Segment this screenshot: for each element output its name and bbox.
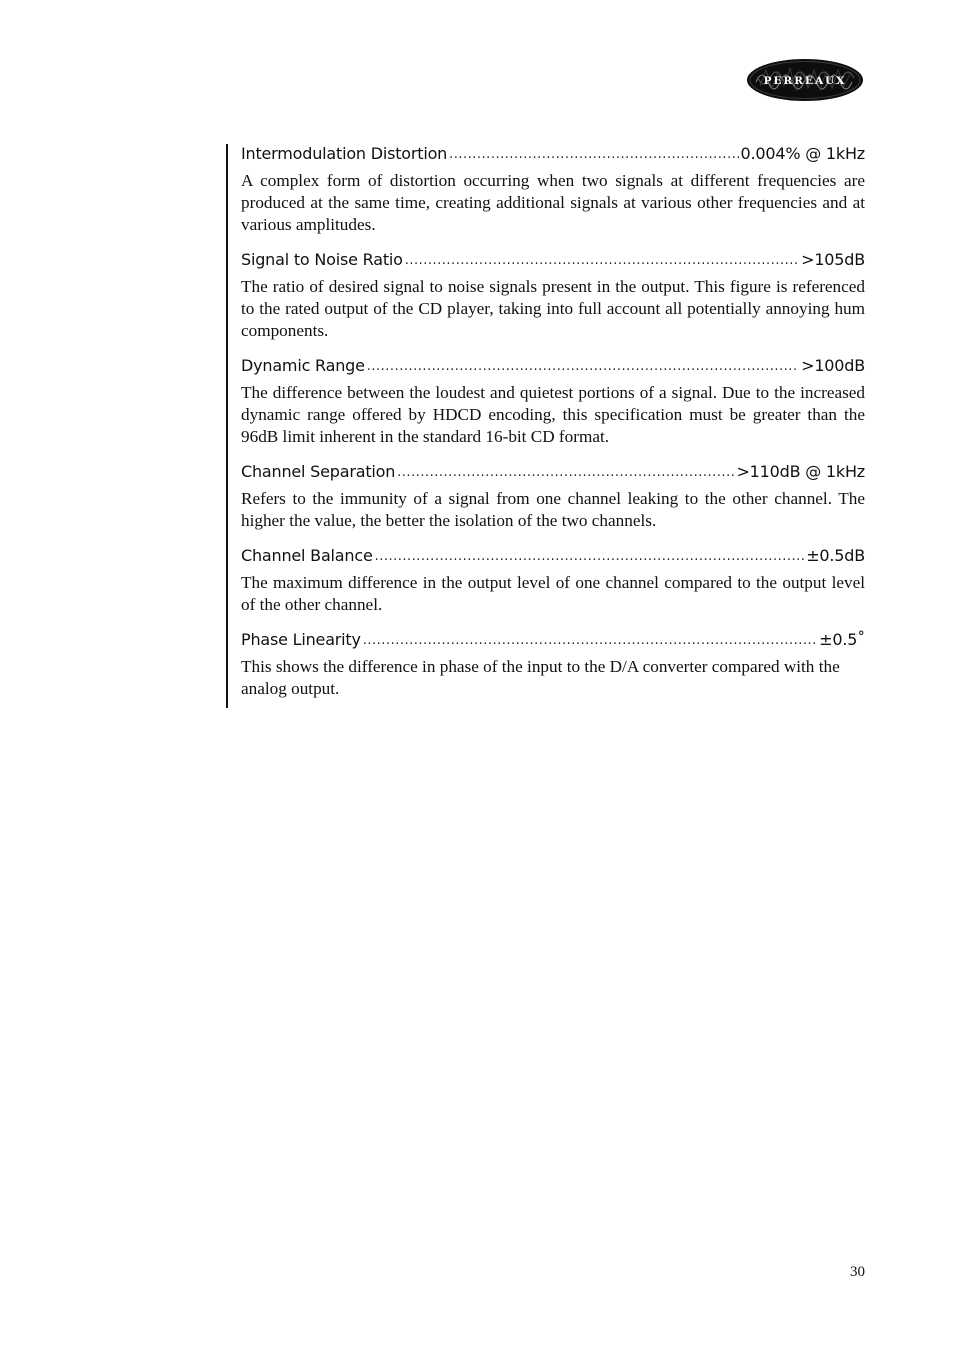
specifications-section bbox=[226, 144, 866, 708]
page-number: 30 bbox=[850, 1264, 865, 1280]
perreaux-logo bbox=[746, 58, 864, 102]
spec-name: Signal to Noise Ratio bbox=[241, 250, 403, 269]
spec-channel-balance bbox=[241, 546, 865, 616]
dot-leader bbox=[397, 463, 734, 483]
spec-value: ±0.5˚ bbox=[819, 630, 865, 649]
spec-description: This shows the difference in phase of the input to the D/A converter compared with the analog output. bbox=[241, 657, 840, 698]
spec-value: >105dB bbox=[801, 250, 865, 269]
spec-signal-to-noise-ratio bbox=[241, 250, 865, 342]
dot-leader bbox=[367, 357, 799, 377]
dot-leader bbox=[405, 251, 799, 271]
spec-value: >100dB bbox=[801, 356, 865, 375]
spec-heading bbox=[241, 630, 865, 650]
dot-leader bbox=[375, 547, 805, 567]
spec-description: A complex form of distortion occurring when two signals at different frequencies are produced at the same time, creating additional signals at various other frequencies and at various amplitudes. bbox=[241, 171, 865, 234]
spec-description: The ratio of desired signal to noise signals present in the output. This figure is referenced to the rated output of the CD player, taking into full account all potentially annoying hum components. bbox=[241, 277, 865, 340]
spec-name: Channel Balance bbox=[241, 546, 373, 565]
spec-name: Phase Linearity bbox=[241, 630, 361, 649]
spec-heading bbox=[241, 250, 865, 270]
spec-heading bbox=[241, 356, 865, 376]
spec-name: Channel Separation bbox=[241, 462, 396, 481]
spec-intermodulation-distortion bbox=[241, 144, 865, 236]
spec-value: ±0.5dB bbox=[806, 546, 865, 565]
spec-dynamic-range bbox=[241, 356, 865, 448]
logo-text: PERREAUX bbox=[763, 75, 847, 87]
spec-description: The difference between the loudest and quietest portions of a signal. Due to the increased dynamic range offered by HDCD encoding, this specification must be greater than the 96dB limit inherent in the standard 16-bit CD format. bbox=[241, 383, 865, 446]
spec-channel-separation bbox=[241, 462, 865, 532]
spec-list bbox=[241, 144, 865, 714]
spec-name: Dynamic Range bbox=[241, 356, 365, 375]
spec-description: The maximum difference in the output level of one channel compared to the output level of the other channel. bbox=[241, 573, 865, 614]
spec-heading bbox=[241, 144, 865, 164]
spec-value: 0.004% @ 1kHz bbox=[740, 144, 865, 163]
change-bar bbox=[226, 144, 228, 708]
spec-value: >110dB @ 1kHz bbox=[736, 462, 865, 481]
spec-description: Refers to the immunity of a signal from one channel leaking to the other channel. The higher the value, the better the isolation of the two channels. bbox=[241, 489, 865, 530]
spec-name: Intermodulation Distortion bbox=[241, 144, 448, 163]
spec-phase-linearity bbox=[241, 630, 865, 700]
dot-leader bbox=[449, 145, 738, 165]
spec-heading bbox=[241, 546, 865, 566]
spec-heading bbox=[241, 462, 865, 482]
dot-leader bbox=[363, 631, 817, 651]
